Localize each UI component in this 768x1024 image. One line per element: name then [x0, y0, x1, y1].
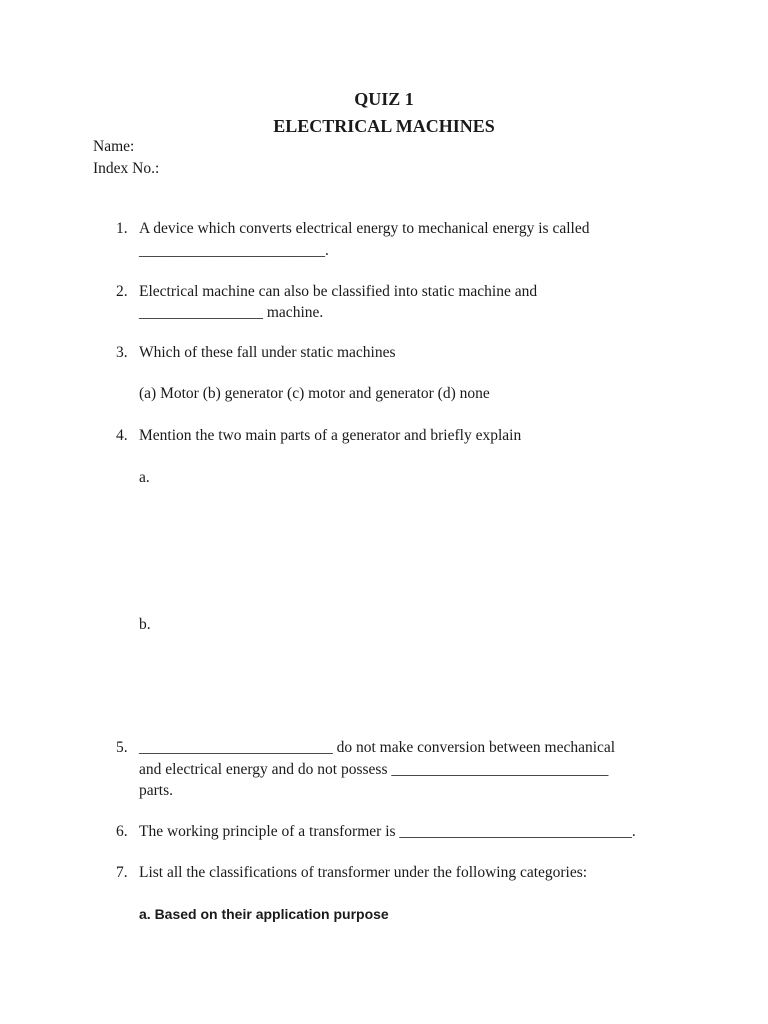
question-number: 7.	[116, 864, 128, 881]
question-text: The working principle of a transformer is ______________________________.	[139, 823, 636, 840]
index-label: Index No.:	[93, 160, 160, 177]
question-text: _________________________ do not make conversion between mechanical	[139, 739, 616, 756]
answer-blank: ________________________.	[139, 242, 329, 259]
question-number: 6.	[116, 823, 128, 840]
category-a-heading: a. Based on their application purpose	[139, 906, 389, 922]
name-label: Name:	[93, 138, 135, 155]
question-number: 1.	[116, 220, 128, 237]
question-text: Mention the two main parts of a generator and briefly explain	[139, 427, 522, 444]
quiz-subject: ELECTRICAL MACHINES	[273, 116, 495, 136]
question-text: Electrical machine can also be classified into static machine and	[139, 283, 538, 300]
question-number: 5.	[116, 739, 128, 756]
question-number: 2.	[116, 283, 128, 300]
answer-blank: ________________ machine.	[139, 304, 324, 321]
question-number: 4.	[116, 427, 128, 444]
answer-options: (a) Motor (b) generator (c) motor and generator (d) none	[139, 385, 490, 402]
subpart-a-label: a.	[139, 469, 150, 486]
question-text: A device which converts electrical energy to mechanical energy is called	[139, 220, 590, 237]
subpart-b-label: b.	[139, 616, 151, 633]
question-text: and electrical energy and do not possess ____________________________	[139, 761, 609, 778]
question-text: List all the classifications of transformer under the following categories:	[139, 864, 588, 881]
question-text: Which of these fall under static machines	[139, 344, 396, 361]
quiz-title: QUIZ 1	[354, 89, 414, 109]
question-text: parts.	[139, 782, 174, 799]
question-number: 3.	[116, 344, 128, 361]
